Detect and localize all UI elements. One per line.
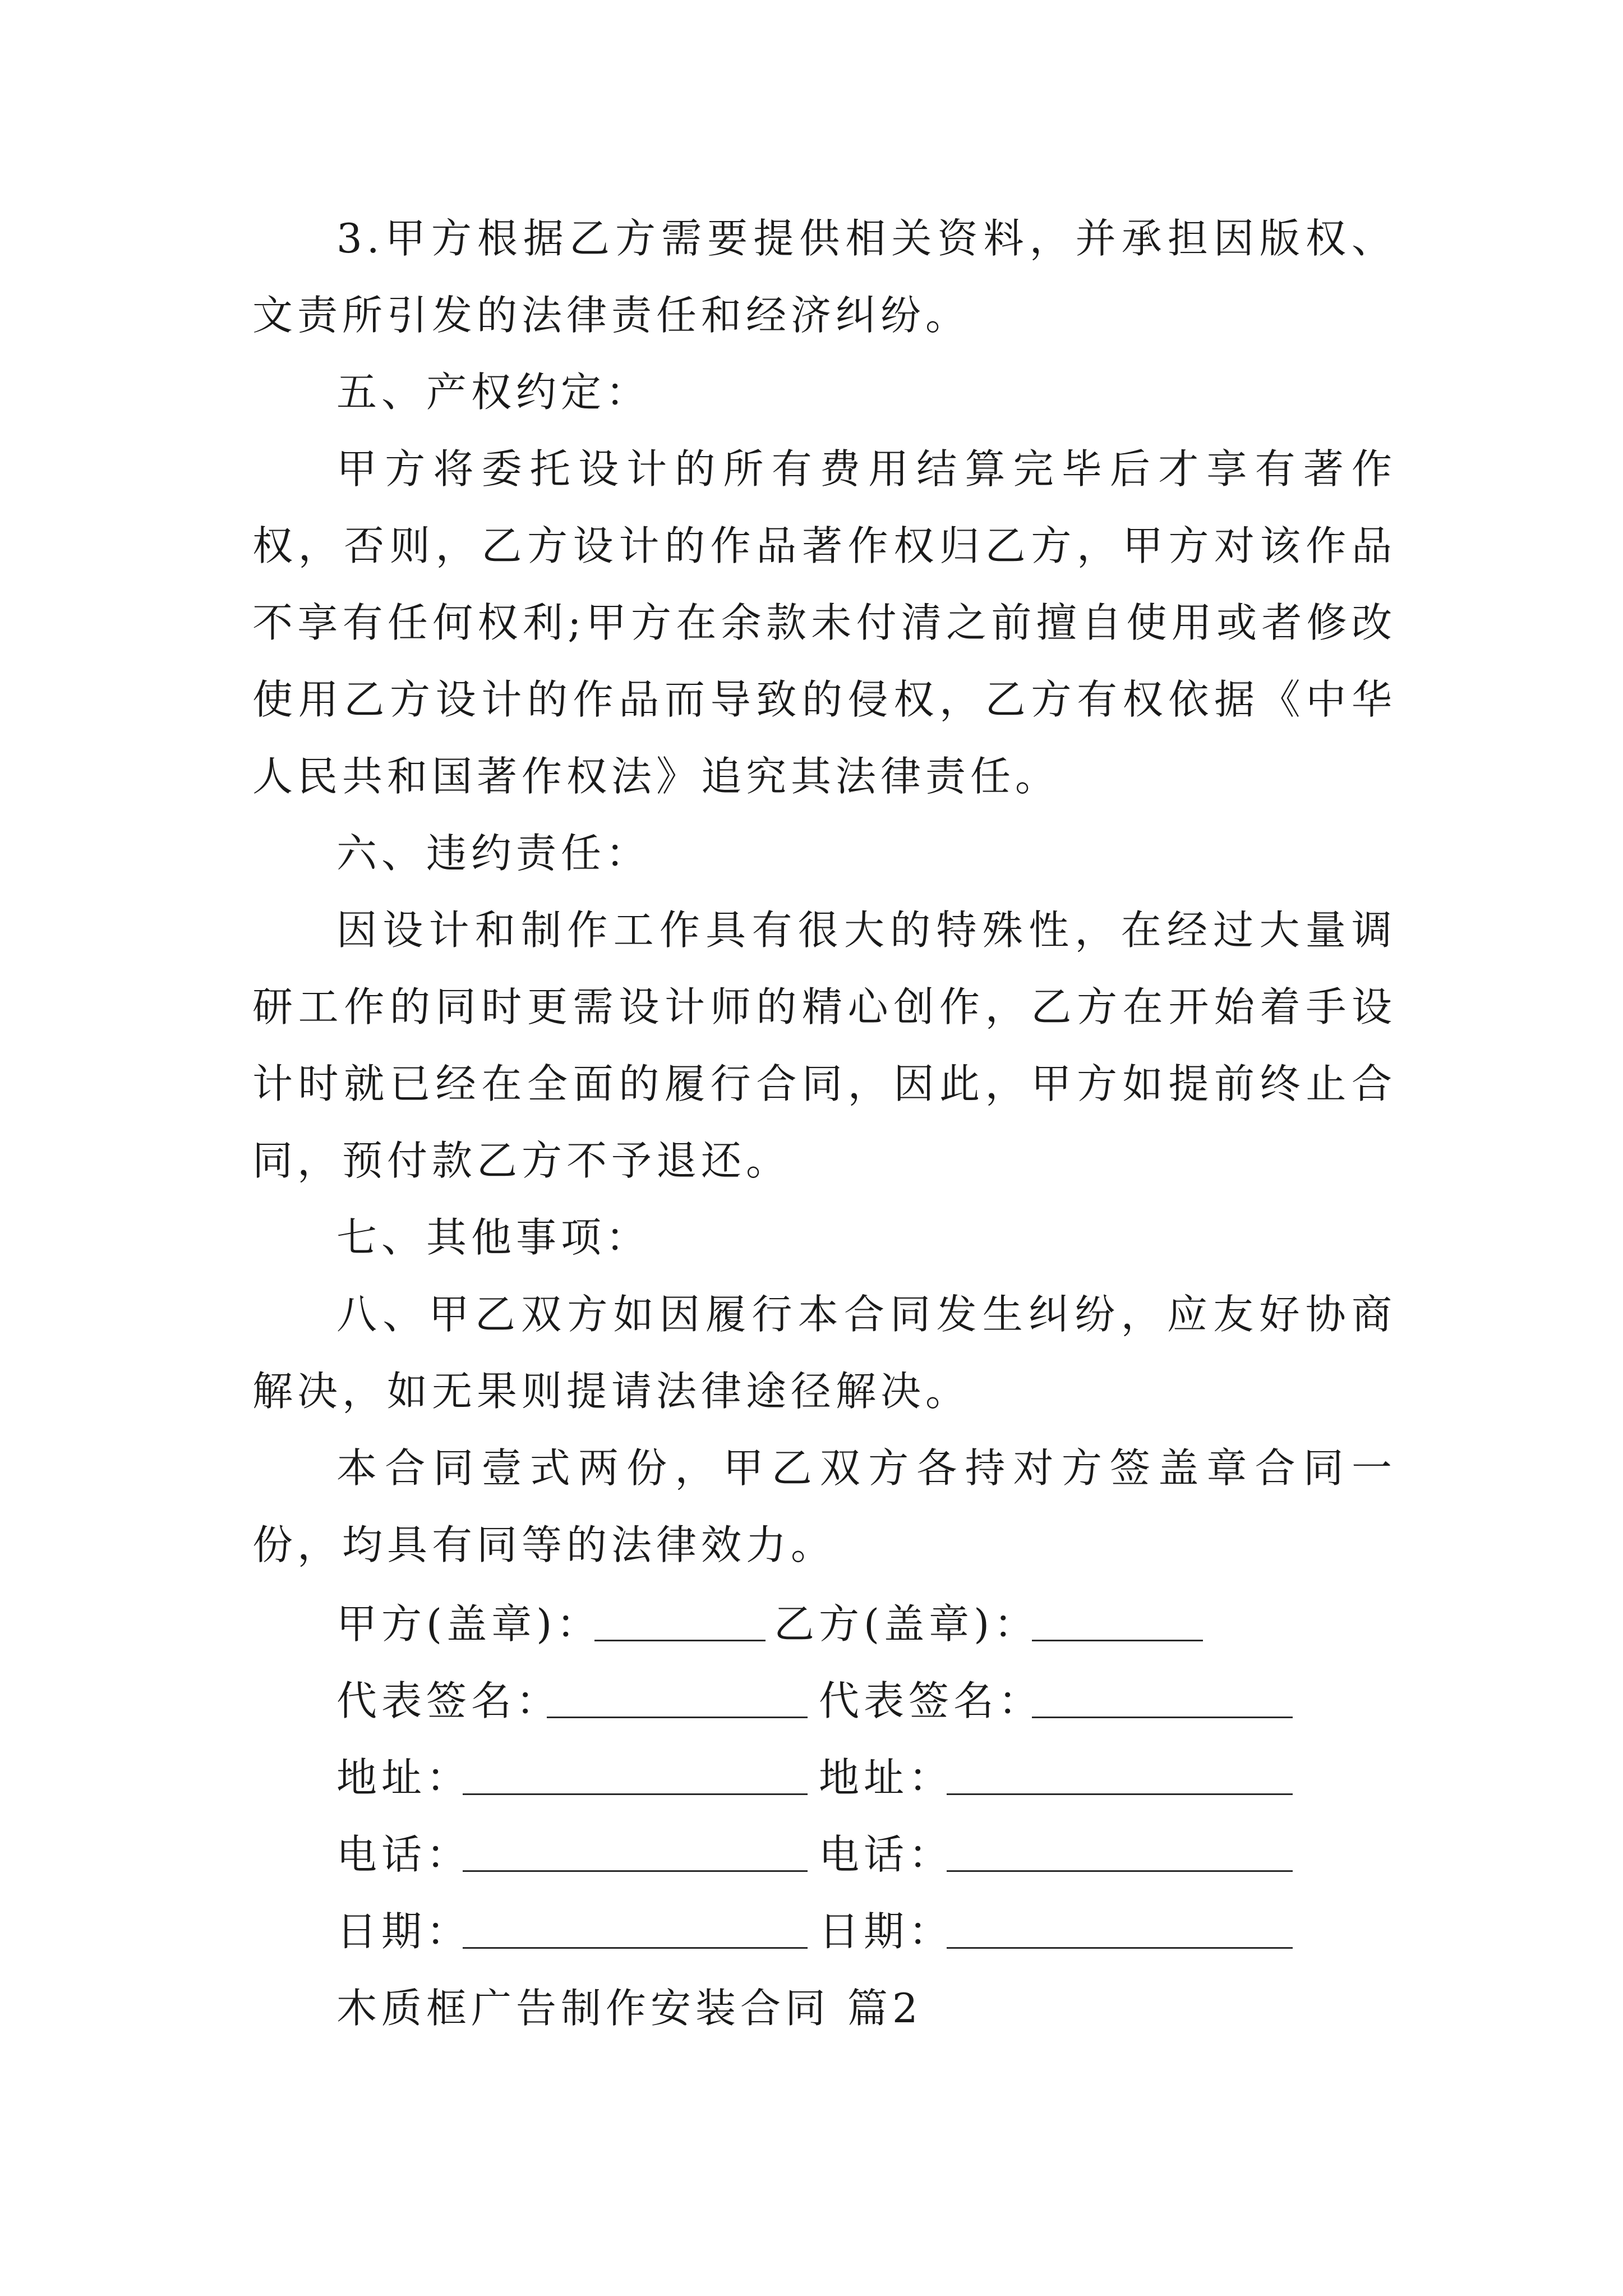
section-5-paragraph [252,431,1396,815]
party-a-seal-blank[interactable] [594,1596,766,1641]
party-a-date-label: 日期： [336,1908,472,1955]
party-b-rep-sign-label: 代表签名： [819,1677,1044,1724]
party-b-date-blank[interactable] [947,1903,1293,1949]
party-a-address-label: 地址： [336,1754,472,1801]
section-6-heading-text: 六、违约责任： [336,830,651,877]
section-6-heading [252,815,1396,892]
party-b-phone-blank[interactable] [947,1826,1293,1872]
section-7-heading [252,1199,1396,1276]
copies-paragraph [252,1430,1396,1584]
clause-3-text: 3.甲方根据乙方需要提供相关资料，并承担因版权、文责所引发的法律责任和经济纠纷。 [252,215,1396,339]
section-5-heading-text: 五、产权约定： [336,369,651,416]
party-b-phone-label: 电话： [819,1831,954,1878]
copies-text: 本合同壹式两份，甲乙双方各持对方签盖章合同一份，均具有同等的法律效力。 [252,1444,1396,1568]
party-a-date-blank[interactable] [463,1903,808,1949]
section-8-text: 八、甲乙双方如因履行本合同发生纠纷，应友好协商解决，如无果则提请法律途径解决。 [252,1291,1396,1415]
party-b-seal-blank[interactable] [1032,1596,1203,1641]
section-6-text: 因设计和制作工作具有很大的特殊性，在经过大量调研工作的同时更需设计师的精心创作，乙方在开始着手设计时就已经在全面的履行合同，因此，甲方如提前终止合同，预付款乙方不予退还。 [252,907,1396,1184]
party-a-rep-sign-label: 代表签名： [336,1677,561,1724]
section-7-heading-text: 七、其他事项： [336,1214,651,1261]
party-b-date-label: 日期： [819,1908,954,1955]
section-8-paragraph [252,1276,1396,1430]
party-a-phone-blank[interactable] [463,1826,808,1872]
clause-3-paragraph [252,200,1396,354]
party-b-address-label: 地址： [819,1754,954,1801]
party-a-phone-label: 电话： [336,1831,472,1878]
section-6-paragraph [252,892,1396,1199]
party-b-rep-sign-blank[interactable] [1032,1673,1293,1718]
section-5-heading [252,354,1396,431]
party-b-seal-label: 乙方(盖章)： [774,1600,1039,1648]
party-b-address-blank[interactable] [947,1750,1293,1795]
party-a-seal-label: 甲方(盖章)： [336,1600,602,1648]
section-5-text: 甲方将委托设计的所有费用结算完毕后才享有著作权，否则，乙方设计的作品著作权归乙方，甲方对该作品不享有任何权利;甲方在余款未付清之前擅自使用或者修改使用乙方设计的作品而导致的侵权，乙方有权依据《中华人民共和国著作权法》追究其法律责任。 [252,445,1396,800]
party-a-address-blank[interactable] [463,1750,808,1795]
next-section-title-text: 木质框广告制作安装合同 篇2 [336,1985,923,2032]
party-a-rep-sign-blank[interactable] [547,1673,808,1718]
